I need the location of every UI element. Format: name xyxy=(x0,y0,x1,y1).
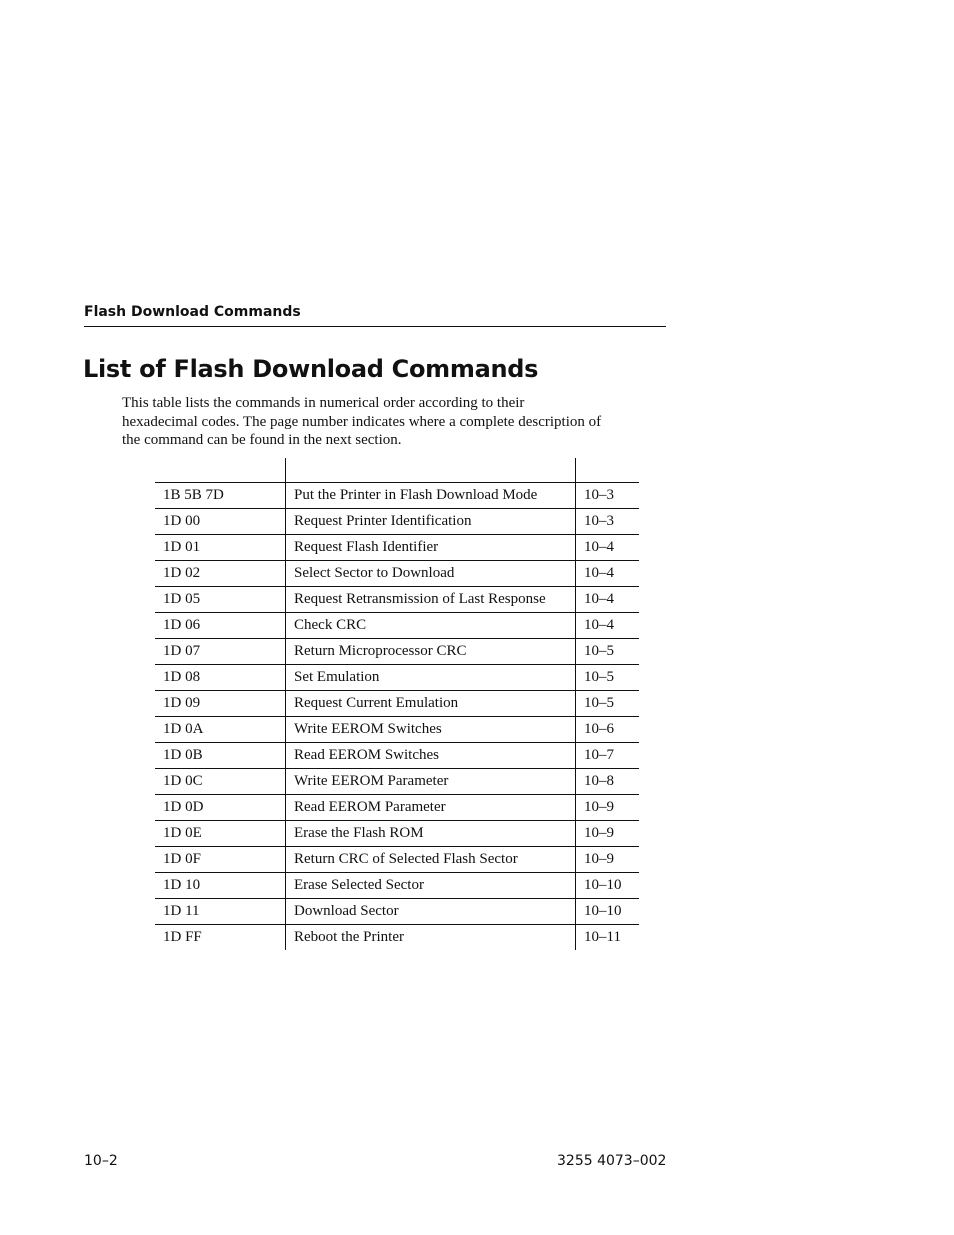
intro-line: This table lists the commands in numerical order according to their xyxy=(122,395,525,411)
code-cell: 1D 0E xyxy=(155,821,286,847)
table-row xyxy=(155,769,639,795)
code-cell: 1D 0F xyxy=(155,847,286,873)
command-cell: Read EEROM Switches xyxy=(286,743,576,769)
table-row xyxy=(155,899,639,925)
page-ref-cell: 10–7 xyxy=(576,743,640,769)
command-cell: Return CRC of Selected Flash Sector xyxy=(286,847,576,873)
page-ref-cell: 10–9 xyxy=(576,847,640,873)
command-cell: Request Retransmission of Last Response xyxy=(286,587,576,613)
intro-paragraph xyxy=(122,394,670,450)
command-cell: Request Printer Identification xyxy=(286,509,576,535)
command-cell: Write EEROM Parameter xyxy=(286,769,576,795)
table-row xyxy=(155,925,639,951)
code-cell: 1D 0B xyxy=(155,743,286,769)
command-cell: Write EEROM Switches xyxy=(286,717,576,743)
command-cell: Reboot the Printer xyxy=(286,925,576,951)
code-cell: 1D FF xyxy=(163,929,202,945)
command-table xyxy=(155,458,639,950)
page-ref-cell: 10–3 xyxy=(576,483,640,509)
section-title: List of Flash Download Commands xyxy=(83,355,539,383)
table-row xyxy=(155,873,639,899)
code-cell: 1D 0A xyxy=(155,717,286,743)
table-row xyxy=(155,847,639,873)
code-cell: 1D 00 xyxy=(155,509,286,535)
code-cell: 1D 09 xyxy=(155,691,286,717)
page-ref-cell: 10–5 xyxy=(576,665,640,691)
header-cell-page xyxy=(576,458,640,483)
table-row xyxy=(155,665,639,691)
command-cell: Request Current Emulation xyxy=(286,691,576,717)
page-ref-cell: 10–11 xyxy=(584,929,621,945)
page-ref-cell: 10–9 xyxy=(576,795,640,821)
page-ref-cell: 10–5 xyxy=(576,691,640,717)
table-row xyxy=(155,483,639,509)
page-ref-cell: 10–4 xyxy=(576,535,640,561)
table-row xyxy=(155,639,639,665)
page-ref-cell: 10–4 xyxy=(576,587,640,613)
table-row xyxy=(155,821,639,847)
code-cell: 1D 06 xyxy=(155,613,286,639)
page-ref-cell: 10–5 xyxy=(576,639,640,665)
command-cell: Return Microprocessor CRC xyxy=(286,639,576,665)
table-row xyxy=(155,587,639,613)
command-cell: Put the Printer in Flash Download Mode xyxy=(286,483,576,509)
code-cell: 1D 05 xyxy=(155,587,286,613)
code-cell: 1B 5B 7D xyxy=(155,483,286,509)
code-cell: 1D 0D xyxy=(155,795,286,821)
command-cell: Download Sector xyxy=(286,899,576,925)
code-cell: 1D 02 xyxy=(155,561,286,587)
command-cell: Read EEROM Parameter xyxy=(286,795,576,821)
page-ref-cell: 10–10 xyxy=(576,899,640,925)
code-cell: 1D 01 xyxy=(155,535,286,561)
table-row xyxy=(155,795,639,821)
table-row xyxy=(155,613,639,639)
command-cell: Set Emulation xyxy=(286,665,576,691)
table-row xyxy=(155,717,639,743)
command-cell: Erase Selected Sector xyxy=(286,873,576,899)
page-ref-cell: 10–4 xyxy=(576,561,640,587)
command-cell: Request Flash Identifier xyxy=(286,535,576,561)
page-ref-cell: 10–9 xyxy=(576,821,640,847)
page-ref-cell: 10–3 xyxy=(576,509,640,535)
code-cell: 1D 0C xyxy=(155,769,286,795)
header-cell-code xyxy=(155,458,286,483)
page-ref-cell: 10–4 xyxy=(576,613,640,639)
intro-line: the command can be found in the next section. xyxy=(122,432,402,448)
intro-line: hexadecimal codes. The page number indicates where a complete description of xyxy=(122,413,602,430)
command-cell: Select Sector to Download xyxy=(286,561,576,587)
page-ref-cell: 10–8 xyxy=(576,769,640,795)
running-header: Flash Download Commands xyxy=(84,302,666,327)
code-cell: 1D 08 xyxy=(155,665,286,691)
code-cell: 1D 10 xyxy=(155,873,286,899)
header-cell-command xyxy=(286,458,576,483)
code-cell: 1D 11 xyxy=(155,899,286,925)
command-cell: Erase the Flash ROM xyxy=(286,821,576,847)
command-cell: Check CRC xyxy=(286,613,576,639)
table-row xyxy=(155,691,639,717)
page-number: 10–2 xyxy=(84,1153,118,1169)
page-ref-cell: 10–10 xyxy=(576,873,640,899)
document-number: 3255 4073–002 xyxy=(557,1153,667,1169)
table-row xyxy=(155,743,639,769)
page-ref-cell: 10–6 xyxy=(576,717,640,743)
table-row xyxy=(155,561,639,587)
table-row xyxy=(155,509,639,535)
code-cell: 1D 07 xyxy=(155,639,286,665)
table-header-row xyxy=(155,458,639,483)
table-row xyxy=(155,535,639,561)
